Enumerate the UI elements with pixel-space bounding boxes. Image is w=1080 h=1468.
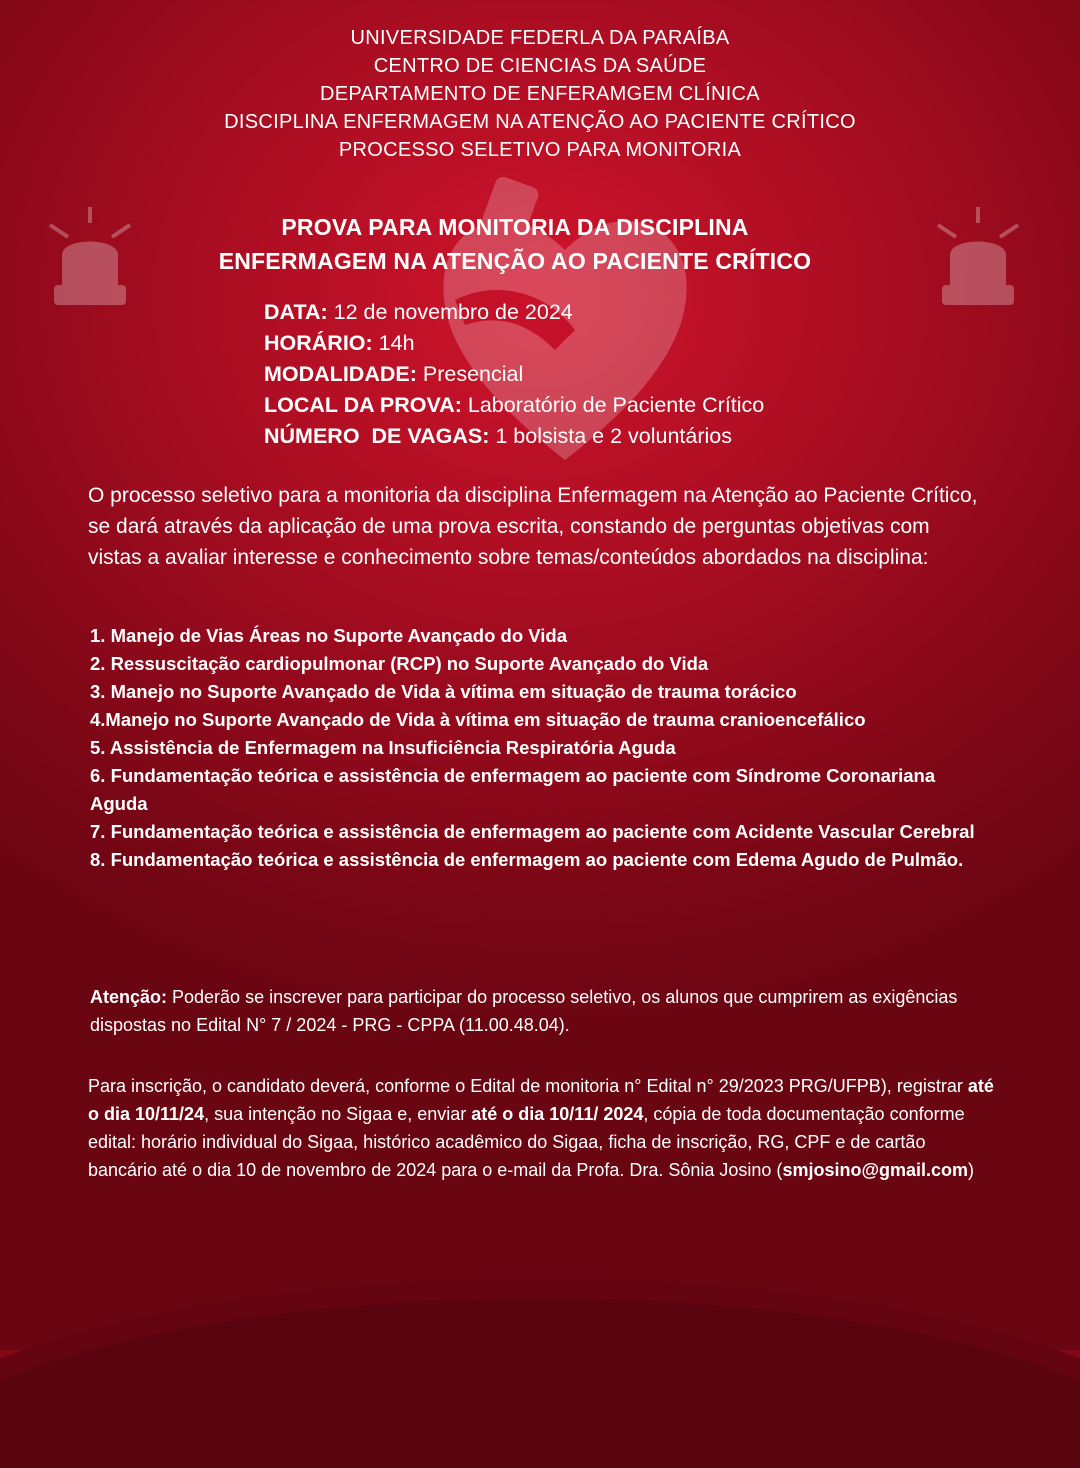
header-line: CENTRO DE CIENCIAS DA SAÚDE xyxy=(373,55,707,77)
intro-paragraph: O processo seletivo para a monitoria da disciplina Enfermagem na Atenção ao Paciente Crítico, se dará através da aplicação de uma prova escrita, constando de perguntas objetivas com vistas a avaliar interesse e conhecimento sobre temas/conteúdos abordados na disciplina: xyxy=(88,484,978,569)
deadline-2: até o dia 10/11/ 2024 xyxy=(471,1104,644,1124)
header-line: DISCIPLINA ENFERMAGEM NA ATENÇÃO AO PACIENTE CRÍTICO xyxy=(224,111,856,133)
attention-label: Atenção: xyxy=(90,987,168,1007)
deadline-1: até o dia 10/11/24 xyxy=(88,1076,994,1124)
bottom-arc-decoration xyxy=(0,1268,1080,1468)
registration-paragraph: Para inscrição, o candidato deverá, conforme o Edital de monitoria n° Edital n° 29/2023 PRG/UFPB), registrar até o dia 10/11/24, sua intenção no Sigaa e, enviar até o dia 10/11/ 2024, cópia de toda documentação conforme edital: horário individual do Sigaa, histórico acadêmico do Sigaa, ficha de inscrição, RG, CPF e de cartão bancário até o dia 10 de novembro de 2024 para o e-mail da Profa. Dra. Sônia Josino (smjosino@gmail.com) xyxy=(88,1076,994,1180)
attention-text: Poderão se inscrever para participar do processo seletivo, os alunos que cumprirem as exigências dispostas no Edital N° 7 / 2024 - PRG - CPPA (11.00.48.04). xyxy=(90,987,958,1035)
detail-vacancies: NÚMERO DE VAGAS: 1 bolsista e 2 voluntários xyxy=(264,424,732,448)
list-item: 1. Manejo de Vias Áreas no Suporte Avançado do Vida xyxy=(90,625,568,646)
detail-time: HORÁRIO: 14h xyxy=(264,331,415,355)
detail-location: LOCAL DA PROVA: Laboratório de Paciente Crítico xyxy=(264,393,765,417)
list-item: 6. Fundamentação teórica e assistência de enfermagem ao paciente com Síndrome Coronariana Aguda xyxy=(90,765,936,814)
topic-list xyxy=(90,622,990,874)
detail-date: DATA: 12 de novembro de 2024 xyxy=(264,300,573,324)
exam-details xyxy=(264,297,764,452)
list-item: 4.Manejo no Suporte Avançado de Vida à vítima em situação de trauma cranioencefálico xyxy=(90,709,866,730)
list-item: 3. Manejo no Suporte Avançado de Vida à vítima em situação de trauma torácico xyxy=(90,681,797,702)
header-line: PROCESSO SELETIVO PARA MONITORIA xyxy=(338,139,742,161)
attention-note xyxy=(90,983,990,1039)
list-item: 2. Ressuscitação cardiopulmonar (RCP) no Suporte Avançado do Vida xyxy=(90,653,709,674)
header-line: DEPARTAMENTO DE ENFERAMGEM CLÍNICA xyxy=(320,83,760,105)
title-line: PROVA PARA MONITORIA DA DISCIPLINA xyxy=(281,214,749,240)
contact-email[interactable]: smjosino@gmail.com xyxy=(782,1160,969,1180)
title-line: ENFERMAGEM NA ATENÇÃO AO PACIENTE CRÍTICO xyxy=(218,248,812,274)
page-title xyxy=(0,210,1030,278)
institution-header xyxy=(0,24,1080,164)
header-line: UNIVERSIDADE FEDERLA DA PARAÍBA xyxy=(350,27,730,49)
detail-modality: MODALIDADE: Presencial xyxy=(264,362,524,386)
list-item: 8. Fundamentação teórica e assistência de enfermagem ao paciente com Edema Agudo de Pulmão. xyxy=(90,849,964,870)
list-item: 5. Assistência de Enfermagem na Insuficiência Respiratória Aguda xyxy=(90,737,676,758)
list-item: 7. Fundamentação teórica e assistência de enfermagem ao paciente com Acidente Vascular Cerebral xyxy=(90,821,975,842)
